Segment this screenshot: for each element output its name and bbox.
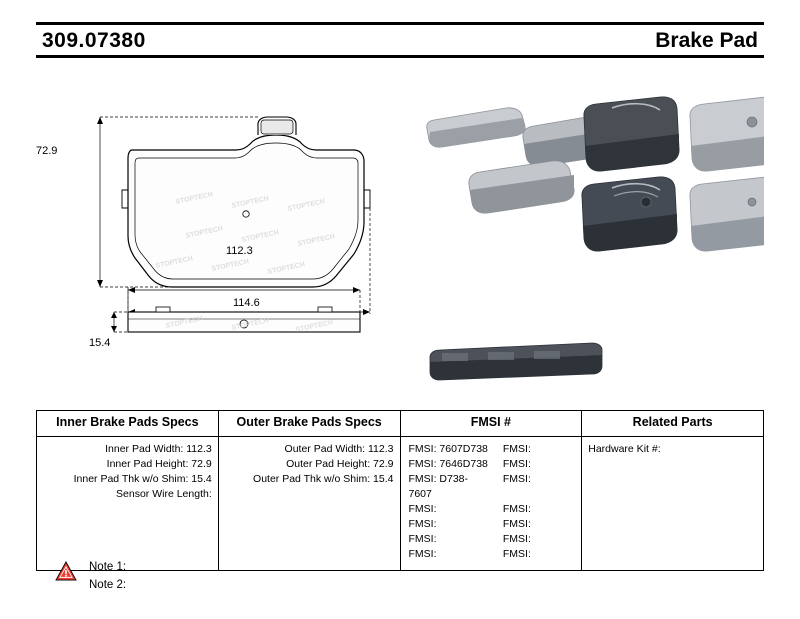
note-2: Note 2: bbox=[89, 579, 127, 591]
notes-text-block bbox=[89, 558, 126, 594]
svg-text:STOPTECH: STOPTECH bbox=[154, 255, 194, 270]
svg-text:STOPTECH: STOPTECH bbox=[210, 258, 250, 273]
page-title: Brake Pad bbox=[655, 28, 758, 52]
fmsi-value: FMSI: bbox=[408, 532, 437, 545]
pad-front-view bbox=[122, 117, 370, 287]
svg-text:STOPTECH: STOPTECH bbox=[230, 195, 270, 210]
outer-pad-height: Outer Pad Height: 72.9 bbox=[286, 457, 394, 470]
note-1: Note 1: bbox=[89, 561, 127, 573]
drawing-area bbox=[36, 62, 764, 392]
fmsi-row bbox=[407, 517, 576, 532]
notes-section bbox=[55, 558, 126, 594]
sheet-header bbox=[36, 22, 764, 58]
related-parts-body bbox=[582, 437, 763, 557]
pad-edge-drawing bbox=[56, 272, 376, 382]
inner-specs-body bbox=[37, 437, 218, 557]
svg-text:STOPTECH: STOPTECH bbox=[266, 261, 306, 276]
fmsi-value: FMSI: 7607D738 bbox=[408, 442, 488, 455]
svg-text:STOPTECH: STOPTECH bbox=[164, 315, 204, 330]
fmsi-value: FMSI: bbox=[502, 547, 531, 560]
pad-photo-edge-view bbox=[430, 343, 602, 380]
fmsi-value: FMSI: bbox=[408, 517, 437, 530]
fmsi-value: FMSI: bbox=[502, 472, 531, 485]
fmsi-value: FMSI: bbox=[502, 502, 531, 515]
outer-specs-header: Outer Brake Pads Specs bbox=[219, 411, 400, 437]
inner-specs-header: Inner Brake Pads Specs bbox=[37, 411, 218, 437]
outer-pad-width: Outer Pad Width: 112.3 bbox=[284, 442, 394, 455]
svg-text:STOPTECH: STOPTECH bbox=[240, 229, 280, 244]
inner-specs-column bbox=[37, 411, 219, 570]
warning-triangle-icon bbox=[55, 561, 77, 581]
fmsi-body bbox=[401, 437, 582, 570]
related-parts-column bbox=[582, 411, 763, 570]
pad-photo-group-right bbox=[582, 97, 764, 251]
fmsi-header: FMSI # bbox=[401, 411, 582, 437]
fmsi-row bbox=[407, 472, 576, 502]
outer-specs-body bbox=[219, 437, 400, 557]
inner-pad-thickness: Inner Pad Thk w/o Shim: 15.4 bbox=[73, 472, 212, 485]
fmsi-value: FMSI: bbox=[502, 442, 531, 455]
svg-text:STOPTECH: STOPTECH bbox=[286, 198, 326, 213]
part-number: 309.07380 bbox=[42, 28, 146, 52]
sensor-wire-length: Sensor Wire Length: bbox=[116, 487, 212, 500]
specs-table bbox=[36, 410, 764, 571]
dim-height-label: 72.9 bbox=[36, 145, 58, 157]
fmsi-row bbox=[407, 502, 576, 517]
fmsi-value: FMSI: bbox=[408, 502, 437, 515]
svg-text:STOPTECH: STOPTECH bbox=[174, 191, 214, 206]
svg-text:STOPTECH: STOPTECH bbox=[296, 233, 336, 248]
fmsi-column bbox=[401, 411, 583, 570]
hardware-kit-number: Hardware Kit #: bbox=[588, 442, 661, 455]
dim-side-width-label: 114.6 bbox=[233, 297, 260, 309]
fmsi-row bbox=[407, 442, 576, 457]
fmsi-value: FMSI: 7646D738 bbox=[408, 457, 488, 470]
svg-text:STOPTECH: STOPTECH bbox=[230, 317, 270, 332]
dim-thickness-label: 15.4 bbox=[89, 337, 111, 349]
fmsi-row bbox=[407, 532, 576, 547]
fmsi-value: FMSI: bbox=[502, 517, 531, 530]
dim-width-label: 112.3 bbox=[226, 245, 253, 257]
inner-pad-height: Inner Pad Height: 72.9 bbox=[106, 457, 212, 470]
fmsi-value: FMSI: bbox=[408, 547, 437, 560]
fmsi-row bbox=[407, 547, 576, 562]
inner-pad-width: Inner Pad Width: 112.3 bbox=[105, 442, 212, 455]
related-parts-header: Related Parts bbox=[582, 411, 763, 437]
fmsi-value: FMSI: bbox=[502, 532, 531, 545]
outer-specs-column bbox=[219, 411, 401, 570]
fmsi-value: FMSI: bbox=[502, 457, 531, 470]
outer-pad-thickness: Outer Pad Thk w/o Shim: 15.4 bbox=[253, 472, 394, 485]
svg-text:STOPTECH: STOPTECH bbox=[184, 225, 224, 240]
fmsi-value: FMSI: D738-7607 bbox=[408, 472, 469, 500]
fmsi-row bbox=[407, 457, 576, 472]
svg-text:STOPTECH: STOPTECH bbox=[294, 319, 334, 334]
